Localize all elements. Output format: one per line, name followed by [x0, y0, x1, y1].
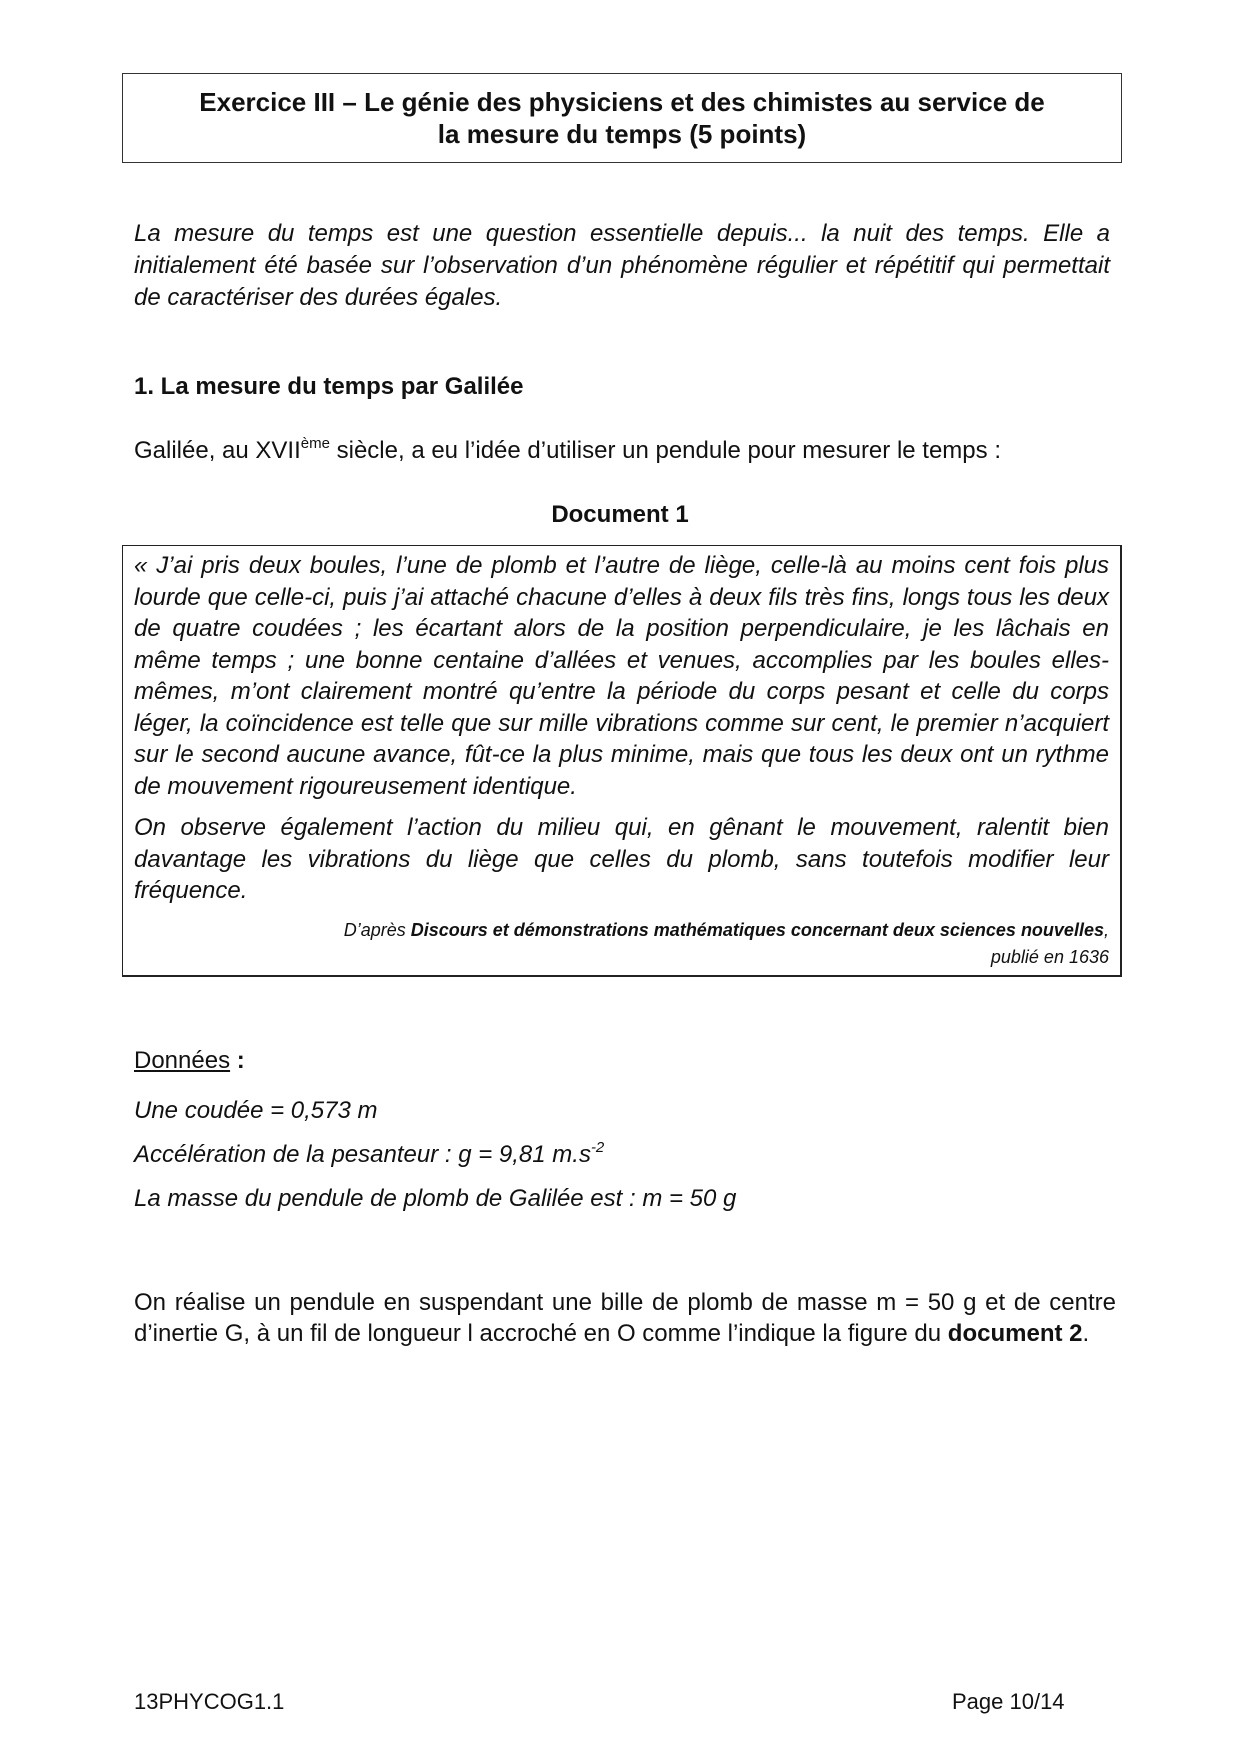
citation-publication: publié en 1636 — [990, 946, 1109, 967]
document-1-paragraph-2: On observe également l’action du milieu qui, en gênant le mouvement, ralentit bien davantage les vibrations du liège que celles du plomb, sans toutefois modifier leur fréquence. — [134, 814, 1109, 904]
exercise-title-line1: Exercice III – Le génie des physiciens et des chimistes au service de — [199, 87, 1045, 117]
citation-line-1 — [134, 917, 1109, 944]
data-coudee: Une coudée = 0,573 m — [134, 1097, 378, 1124]
data-mass: La masse du pendule de plomb de Galilée est : m = 50 g — [134, 1185, 737, 1212]
donnees-label: Données — [134, 1047, 231, 1074]
donnees-heading — [134, 1046, 245, 1076]
century-superscript: ème — [300, 435, 330, 452]
document-1-box — [122, 545, 1122, 977]
exercise-title-line2: la mesure du temps (5 points) — [437, 119, 807, 149]
data-gravity — [134, 1140, 604, 1170]
galilee-sentence-end: siècle, a eu l’idée d’utiliser un pendule pour mesurer le temps : — [329, 437, 1001, 464]
document-2-reference: document 2 — [947, 1320, 1083, 1347]
pendulum-paragraph-end: . — [1082, 1320, 1090, 1347]
document-1-title: Document 1 — [551, 501, 689, 528]
data-gravity-text: Accélération de la pesanteur : g = 9,81 m.s — [134, 1141, 591, 1168]
exercise-title-box — [122, 73, 1122, 163]
galilee-sentence-start: Galilée, au XVII — [134, 437, 301, 464]
footer-page-number: Page 10/14 — [952, 1689, 1065, 1714]
footer-code: 13PHYCOG1.1 — [134, 1689, 285, 1714]
data-gravity-exponent: -2 — [590, 1139, 605, 1156]
intro-paragraph: La mesure du temps est une question essentielle depuis... la nuit des temps. Elle a initialement été basée sur l’observation d’un phénomène régulier et répétitif qui permettait de caractériser des durées égales. — [134, 220, 1110, 311]
donnees-colon: : — [230, 1047, 245, 1074]
document-1-paragraph-1: « J’ai pris deux boules, l’une de plomb et l’autre de liège, celle-là au moins cent fois plus lourde que celle-ci, puis j’ai attaché chacune d’elles à deux fils très fins, longs tous les deux de quatre coudées ; les écartant alors de la position perpendiculaire, je les lâchais en même temps ; une bonne centaine d’allées et venues, accomplies par les boules elles-mêmes, m’ont clairement montré qu’entre la période du corps pesant et celle du corps léger, la coïncidence est telle que sur mille vibrations comme sur cent, le premier n’acquiert sur le second aucune avance, fût-ce la plus minime, mais que tous les deux ont un rythme de mouvement rigoureusement identique. — [134, 552, 1109, 800]
citation-book-title: Discours et démonstrations mathématiques concernant deux sciences nouvelles — [410, 919, 1104, 940]
citation-comma: , — [1103, 919, 1109, 940]
pendulum-paragraph-text: On réalise un pendule en suspendant une bille de plomb de masse m = 50 g et de centre d’inertie G, à un fil de longueur l accroché en O comme l’indique la figure du — [134, 1289, 1116, 1347]
galilee-sentence — [134, 436, 1001, 466]
document-1-citation — [134, 917, 1109, 971]
section-1-heading: 1. La mesure du temps par Galilée — [134, 373, 524, 400]
pendulum-paragraph — [134, 1287, 1116, 1349]
citation-prefix: D’après — [343, 919, 411, 940]
